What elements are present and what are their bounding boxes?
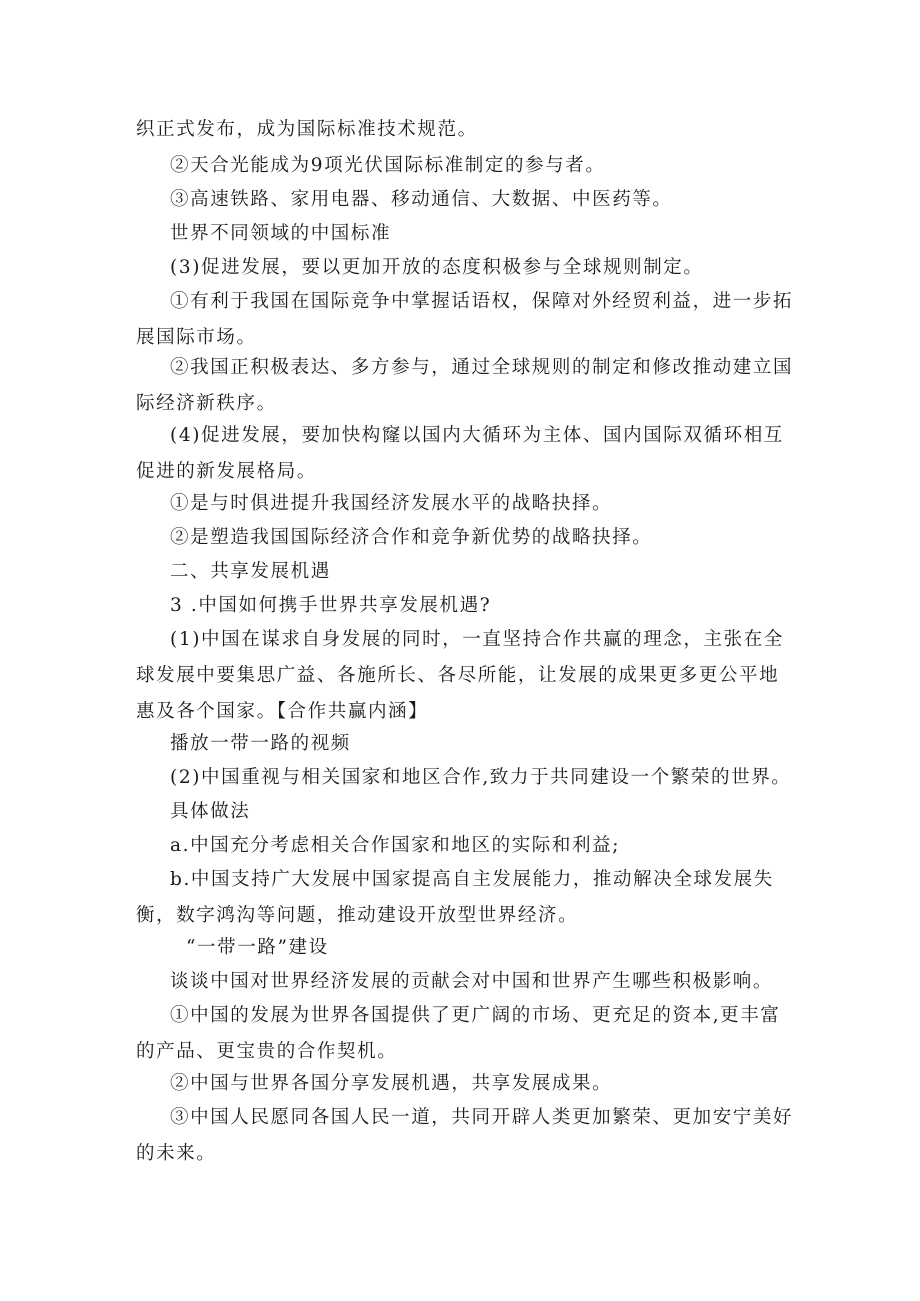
paragraph-17: a.中国充分考虑相关合作国家和地区的实际和利益;: [170, 835, 621, 856]
paragraph-4: 世界不同领域的中国标准: [170, 223, 392, 244]
paragraph-21: ①中国的发展为世界各国提供了更广阔的市场、更充足的资本,更丰富的产品、更宝贵的合作契机。: [136, 1005, 781, 1062]
paragraph-11: 二、共享发展机遇: [170, 561, 331, 582]
paragraph-2: ②天合光能成为9项光伏国际标准制定的参与者。: [170, 155, 606, 176]
paragraph-6: ①有利于我国在国际竞争中掌握话语权，保障对外经贸利益，进一步拓展国际市场。: [136, 291, 794, 348]
paragraph-5: (3)促进发展，要以更加开放的态度积极参与全球规则制定。: [170, 257, 704, 278]
paragraph-22: ②中国与世界各国分享发展机遇，共享发展成果。: [170, 1073, 613, 1094]
paragraph-16: 具体做法: [170, 801, 251, 822]
paragraph-14: 播放一带一路的视频: [170, 733, 351, 754]
paragraph-10: ②是塑造我国国际经济合作和竞争新优势的战略抉择。: [170, 527, 653, 548]
paragraph-12: 3 .中国如何携手世界共享发展机遇?: [170, 595, 492, 616]
paragraph-9: ①是与时俱进提升我国经济发展水平的战略抉择。: [170, 493, 613, 514]
paragraph-23: ③中国人民愿同各国人民一道，共同开辟人类更加繁荣、更加安宁美好的未来。: [136, 1107, 794, 1164]
paragraph-7: ②我国正积极表达、多方参与，通过全球规则的制定和修改推动建立国际经济新秩序。: [136, 357, 794, 414]
paragraph-15: (2)中国重视与相关国家和地区合作,致力于共同建设一个繁荣的世界。: [170, 767, 792, 788]
paragraph-18: b.中国支持广大发展中国家提高自主发展能力，推动解决全球发展失衡，数字鸿沟等问题，推动建设开放型世界经济。: [136, 869, 774, 926]
paragraph-3: ③高速铁路、家用电器、移动通信、大数据、中医药等。: [170, 189, 673, 210]
paragraph-13: (1)中国在谋求自身发展的同时，一直坚持合作共赢的理念，主张在全球发展中要集思广益、各施所长、各尽所能，让发展的成果更多更公平地惠及各个国家。【合作共赢内涵】: [136, 629, 784, 722]
paragraph-19: “一带一路”建设: [186, 937, 329, 958]
paragraph-1: 织正式发布，成为国际标准技术规范。: [136, 119, 478, 140]
paragraph-8: (4)促进发展，要加快构窿以国内大循环为主体、国内国际双循环相互促进的新发展格局。: [136, 425, 784, 482]
paragraph-20: 谈谈中国对世界经济发展的贡献会对中国和世界产生哪些积极影响。: [170, 971, 774, 992]
